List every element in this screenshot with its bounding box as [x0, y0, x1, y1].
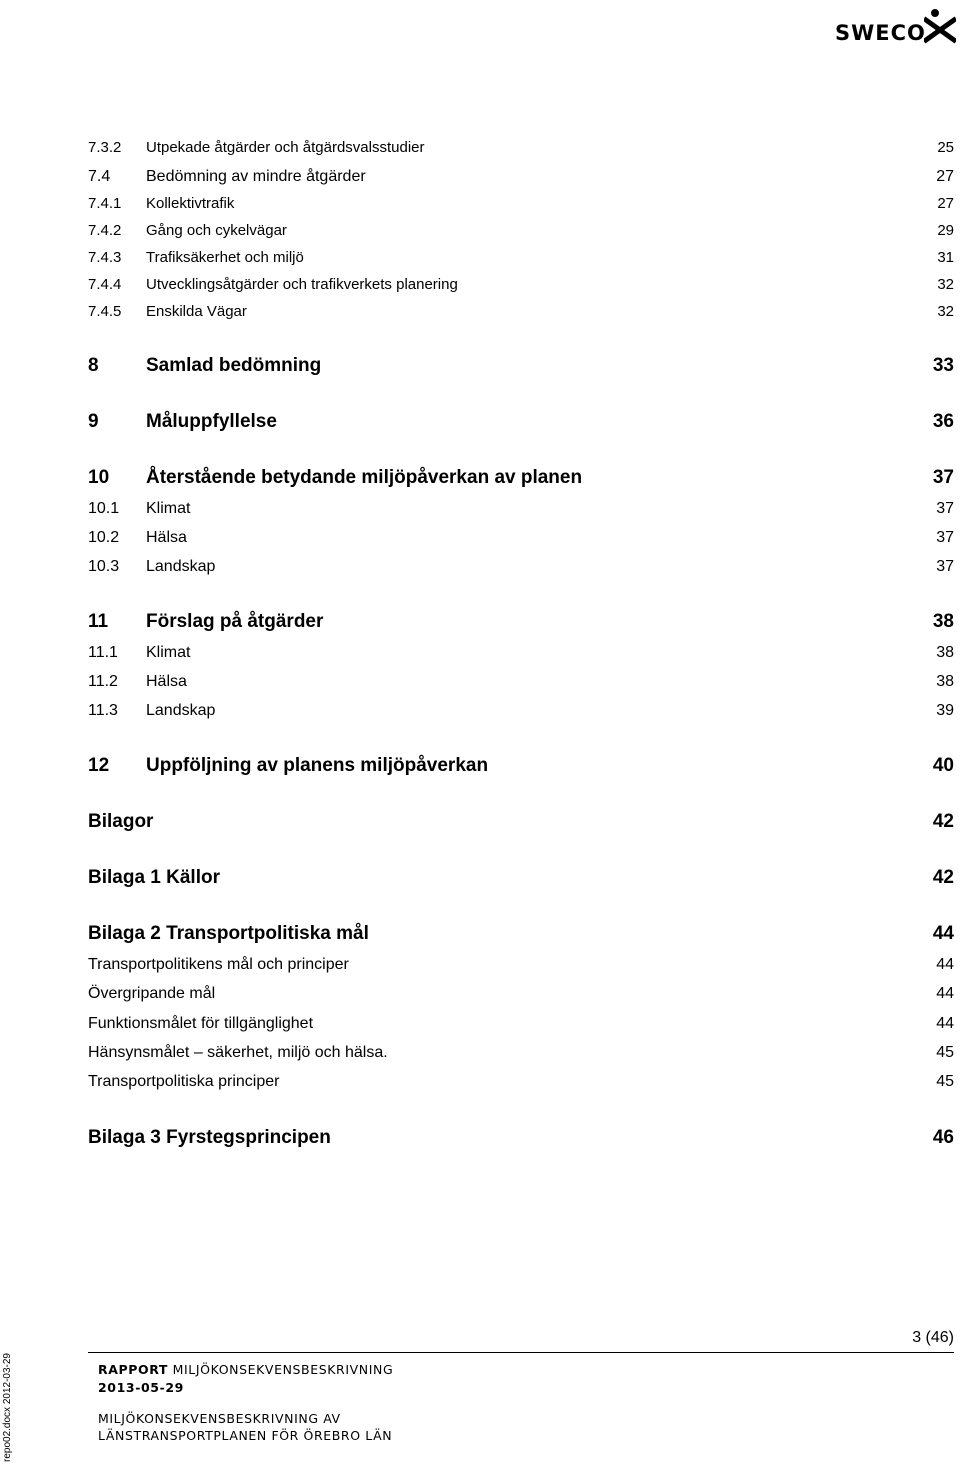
toc-page: 39	[936, 702, 954, 719]
toc-title: Enskilda Vägar	[146, 303, 247, 320]
toc-number: 7.4.1	[88, 195, 122, 212]
toc-title: Trafiksäkerhet och miljö	[146, 249, 304, 266]
toc-page: 32	[937, 303, 954, 320]
toc-chapter[interactable]	[0, 610, 960, 634]
toc-number: 7.4.3	[88, 249, 122, 266]
toc-number: 8	[88, 355, 99, 376]
toc-number: 12	[88, 755, 110, 776]
toc-page: 45	[936, 1073, 954, 1090]
toc-page: 36	[932, 411, 954, 432]
toc-entry[interactable]	[0, 672, 960, 692]
toc-number: 7.4.2	[88, 222, 122, 239]
toc-title: Hälsa	[146, 529, 187, 546]
toc-title: Bilagor	[88, 811, 154, 832]
sweco-logo	[832, 4, 956, 44]
toc-chapter[interactable]	[0, 1126, 960, 1150]
toc-title: Utvecklingsåtgärder och trafikverkets planering	[146, 276, 458, 293]
toc-entry[interactable]	[0, 248, 960, 268]
toc-number: 7.4	[88, 168, 111, 185]
toc-title: Kollektivtrafik	[146, 195, 235, 212]
toc-title: Övergripande mål	[88, 985, 216, 1002]
toc-page: 31	[937, 249, 954, 266]
toc-page: 45	[936, 1044, 954, 1061]
footer-title-line1: MILJÖKONSEKVENSBESKRIVNING AV	[98, 1411, 341, 1426]
toc-page: 44	[936, 956, 954, 973]
toc-number: 10.2	[88, 529, 120, 546]
toc-entry[interactable]	[0, 557, 960, 577]
toc-chapter[interactable]	[0, 354, 960, 378]
footer-report-label: RAPPORT	[98, 1362, 169, 1377]
toc-title: Återstående betydande miljöpåverkan av planen	[146, 467, 583, 488]
toc-page: 37	[936, 529, 954, 546]
toc-number: 7.4.5	[88, 303, 122, 320]
toc-page: 44	[936, 985, 954, 1002]
toc-entry[interactable]	[0, 701, 960, 721]
toc-title: Hänsynsmålet – säkerhet, miljö och hälsa.	[88, 1044, 388, 1061]
toc-entry[interactable]	[0, 302, 960, 322]
toc-title: Uppföljning av planens miljöpåverkan	[146, 755, 489, 776]
toc-page: 44	[936, 1015, 954, 1032]
toc-title: Klimat	[146, 500, 191, 517]
toc-number: 9	[88, 411, 99, 432]
toc-page: 38	[932, 611, 954, 632]
toc-entry[interactable]	[0, 194, 960, 214]
toc-page: 46	[932, 1127, 954, 1148]
toc-title: Klimat	[146, 644, 191, 661]
toc-entry[interactable]	[0, 1072, 960, 1092]
toc-title: Förslag på åtgärder	[146, 611, 324, 632]
toc-page: 42	[932, 811, 954, 832]
toc-number: 10.1	[88, 500, 120, 517]
toc-page: 42	[932, 867, 954, 888]
toc-entry[interactable]	[0, 1014, 960, 1034]
toc-entry[interactable]	[0, 984, 960, 1004]
toc-title: Bilaga 1 Källor	[88, 867, 220, 888]
toc-number: 7.4.4	[88, 276, 122, 293]
footer-report-line	[98, 1362, 393, 1378]
toc-title: Bilaga 3 Fyrstegsprincipen	[88, 1127, 331, 1148]
toc-number: 7.3.2	[88, 139, 122, 156]
toc-entry[interactable]	[0, 528, 960, 548]
toc-entry[interactable]	[0, 1043, 960, 1063]
toc-chapter[interactable]	[0, 922, 960, 946]
footer-report-type: MILJÖKONSEKVENSBESKRIVNING	[172, 1362, 394, 1377]
toc-chapter[interactable]	[0, 466, 960, 490]
toc-page: 27	[936, 168, 954, 185]
toc-page: 27	[937, 195, 954, 212]
toc-entry[interactable]	[0, 138, 960, 158]
toc-number: 11.2	[88, 673, 118, 690]
footer-date: 2013-05-29	[98, 1380, 184, 1395]
toc-page: 37	[932, 467, 954, 488]
toc-title: Bedömning av mindre åtgärder	[146, 168, 366, 185]
toc-number: 11.3	[88, 702, 118, 719]
toc-page: 38	[936, 673, 954, 690]
toc-title: Bilaga 2 Transportpolitiska mål	[88, 923, 369, 944]
toc-entry[interactable]	[0, 221, 960, 241]
toc-entry[interactable]	[0, 643, 960, 663]
toc-title: Gång och cykelvägar	[146, 222, 287, 239]
toc-page: 38	[936, 644, 954, 661]
toc-chapter[interactable]	[0, 410, 960, 434]
footer-divider	[88, 1352, 954, 1353]
page-number: 3 (46)	[912, 1329, 954, 1346]
toc-page: 25	[937, 139, 954, 156]
toc-title: Transportpolitiska principer	[88, 1073, 280, 1090]
template-code: repo02.docx 2012-03-29	[2, 1353, 13, 1462]
toc-title: Landskap	[146, 702, 216, 719]
toc-title: Transportpolitikens mål och principer	[88, 956, 349, 973]
toc-entry[interactable]	[0, 275, 960, 295]
toc-chapter[interactable]	[0, 754, 960, 778]
sweco-person-icon	[924, 6, 956, 44]
toc-entry[interactable]	[0, 955, 960, 975]
toc-entry[interactable]	[0, 499, 960, 519]
toc-page: 37	[936, 500, 954, 517]
footer-title-line2: LÄNSTRANSPORTPLANEN FÖR ÖREBRO LÄN	[98, 1428, 393, 1443]
toc-page: 32	[937, 276, 954, 293]
toc-number: 10	[88, 467, 110, 488]
toc-page: 29	[937, 222, 954, 239]
toc-page: 37	[936, 558, 954, 575]
toc-title: Måluppfyllelse	[146, 411, 277, 432]
toc-number: 11.1	[88, 644, 118, 661]
toc-number: 10.3	[88, 558, 120, 575]
toc-page: 40	[932, 755, 954, 776]
toc-chapter[interactable]	[0, 810, 960, 834]
toc-title: Utpekade åtgärder och åtgärdsvalsstudier	[146, 139, 425, 156]
toc-title: Hälsa	[146, 673, 187, 690]
toc-title: Samlad bedömning	[146, 355, 322, 376]
toc-entry[interactable]	[0, 167, 960, 187]
toc-number: 11	[88, 611, 109, 632]
toc-title: Funktionsmålet för tillgänglighet	[88, 1015, 314, 1032]
toc-page: 44	[932, 923, 954, 944]
toc-page: 33	[932, 355, 954, 376]
brand-name: SWECO	[835, 21, 926, 45]
toc-title: Landskap	[146, 558, 216, 575]
toc-chapter[interactable]	[0, 866, 960, 890]
